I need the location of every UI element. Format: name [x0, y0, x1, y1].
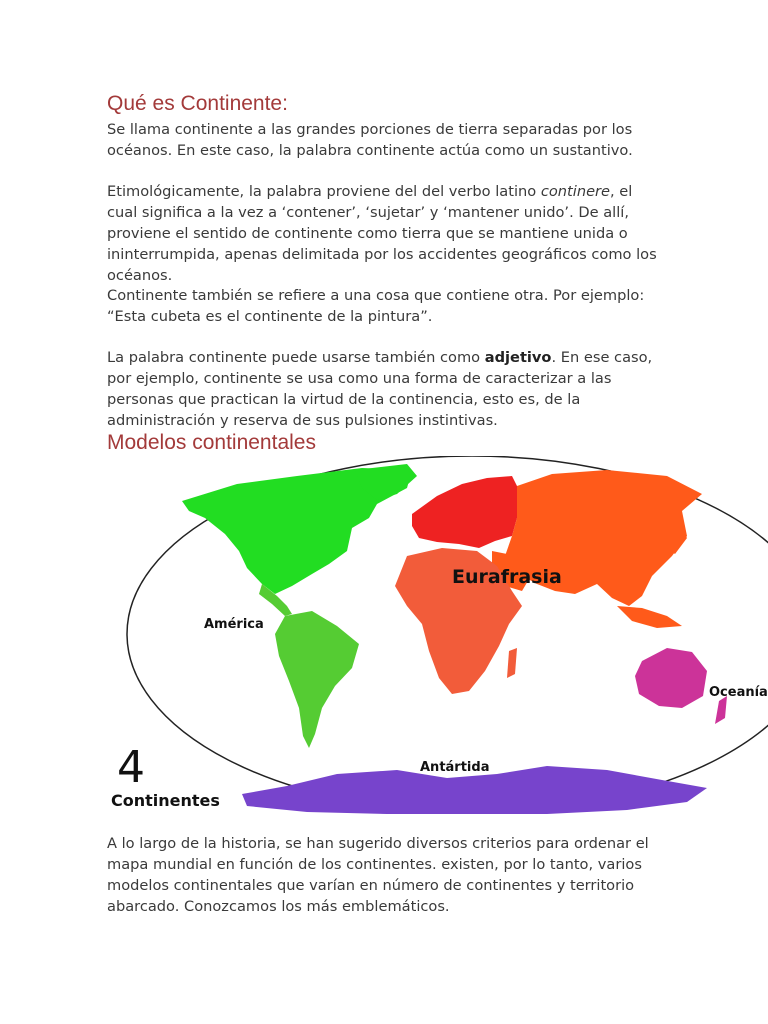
label-oceania: Oceanía: [709, 685, 768, 700]
paragraph-container-meaning: Continente también se refiere a una cosa que contiene otra. Por ejemplo: “Esta cubeta es el continente de la pintura”.: [107, 287, 645, 325]
paragraph-definition: Se llama continente a las grandes porciones de tierra separadas por los océanos. En este caso, la palabra continente actúa como un sustantivo.: [107, 121, 633, 159]
paragraph-continental-models: A lo largo de la historia, se han sugerido diversos criterios para ordenar el mapa mundial en función de los continentes. existen, por lo tanto, varios modelos continentales que varían en número de continentes y territorio abarcado. Conozcamos los más emblemáticos.: [107, 835, 649, 915]
heading-modelos-continentales: Modelos continentales: [107, 431, 316, 454]
label-continent-count: 4: [117, 742, 145, 793]
label-antartida: Antártida: [420, 760, 490, 775]
paragraph-etymology: Etimológicamente, la palabra proviene del del verbo latino continere, el cual significa a la vez a ‘contener’, ‘sujetar’ y ‘mantener unido’. De allí, proviene el sentido de continente como tierra que se mantiene unida o ininterrumpida, apenas delimitada por los accidentes geográficos como los océanos.: [107, 183, 657, 284]
latin-term: continere: [540, 183, 611, 200]
heading-que-es-continente: Qué es Continente:: [107, 92, 288, 115]
adjective-term: adjetivo: [484, 349, 552, 366]
world-map-svg: [107, 456, 768, 814]
paragraph-adjective: La palabra continente puede usarse también como adjetivo. En ese caso, por ejemplo, continente se usa como una forma de caracterizar a las personas que practican la virtud de la continencia, esto es, de la administración y reserva de sus pulsiones instintivas.: [107, 349, 653, 429]
label-america: América: [204, 617, 264, 632]
world-map-4-continents: [107, 456, 768, 814]
label-continents-word: Continentes: [111, 791, 220, 810]
label-eurafrasia: Eurafrasia: [452, 566, 562, 588]
